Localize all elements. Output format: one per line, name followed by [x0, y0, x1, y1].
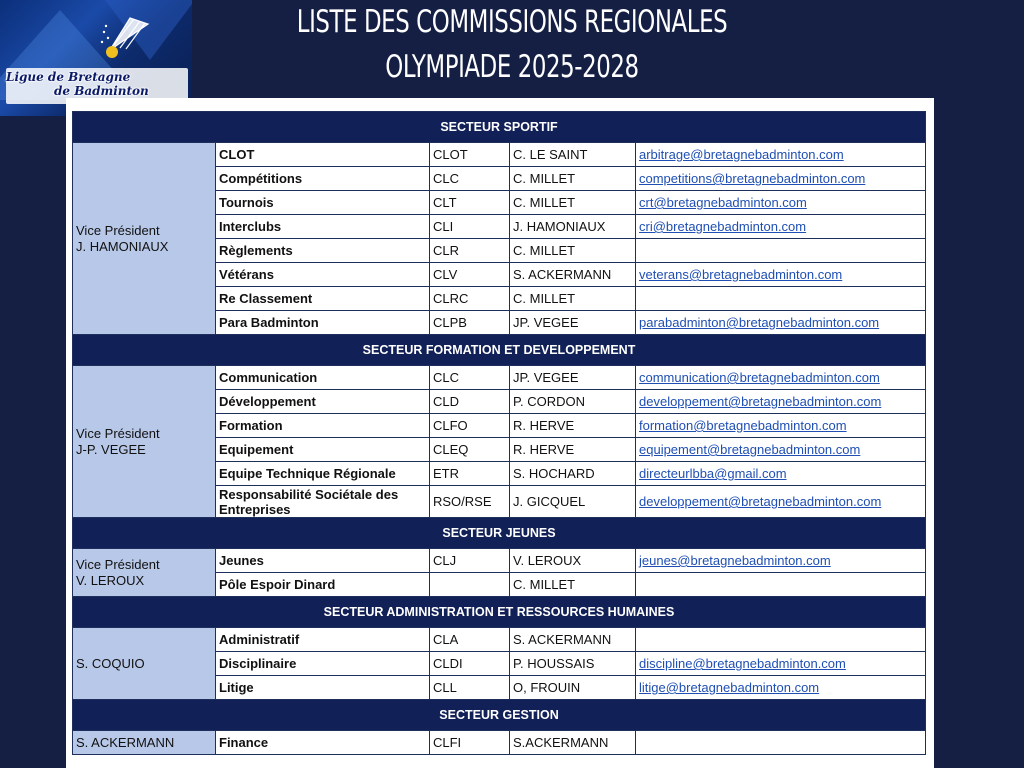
- sector-lead-line: J-P. VEGEE: [76, 441, 146, 457]
- commission-name: Finance: [216, 731, 430, 755]
- commission-name: Tournois: [216, 191, 430, 215]
- commissions-table: [72, 111, 926, 755]
- commission-responsible: C. MILLET: [510, 191, 636, 215]
- commission-email-cell: [636, 143, 926, 167]
- commission-responsible: JP. VEGEE: [510, 366, 636, 390]
- commission-email-cell: [636, 263, 926, 287]
- logo-text: [6, 70, 190, 98]
- commission-name: Responsabilité Sociétale des Entreprises: [216, 486, 430, 518]
- sector-title: SECTEUR FORMATION ET DEVELOPPEMENT: [73, 335, 926, 366]
- email-link[interactable]: discipline@bretagnebadminton.com: [639, 656, 846, 671]
- commission-responsible: C. MILLET: [510, 167, 636, 191]
- title-line-1: LISTE DES COMMISSIONS REGIONALES: [296, 4, 728, 40]
- email-link[interactable]: communication@bretagnebadminton.com: [639, 370, 880, 385]
- sector-lead-line: Vice Président: [76, 556, 160, 572]
- commission-name: Compétitions: [216, 167, 430, 191]
- commission-name: Equipe Technique Régionale: [216, 462, 430, 486]
- email-link[interactable]: litige@bretagnebadminton.com: [639, 680, 820, 695]
- commission-name: Administratif: [216, 628, 430, 652]
- commission-responsible: J. GICQUEL: [510, 486, 636, 518]
- commission-responsible: C. MILLET: [510, 287, 636, 311]
- sector-lead-line: S. COQUIO: [76, 655, 145, 671]
- commission-name: Communication: [216, 366, 430, 390]
- commission-name: Vétérans: [216, 263, 430, 287]
- sector-title: SECTEUR JEUNES: [73, 518, 926, 549]
- commission-responsible: S. ACKERMANN: [510, 263, 636, 287]
- commission-name: Equipement: [216, 438, 430, 462]
- email-link[interactable]: veterans@bretagnebadminton.com: [639, 267, 843, 282]
- commission-name: Disciplinaire: [216, 652, 430, 676]
- commission-code: RSO/RSE: [430, 486, 510, 518]
- commission-code: CLT: [430, 191, 510, 215]
- commission-name: Para Badminton: [216, 311, 430, 335]
- commission-name: Règlements: [216, 239, 430, 263]
- commission-code: CLFI: [430, 731, 510, 755]
- commission-code: CLJ: [430, 549, 510, 573]
- commission-name: Pôle Espoir Dinard: [216, 573, 430, 597]
- commission-responsible: S. HOCHARD: [510, 462, 636, 486]
- commission-email-cell: [636, 167, 926, 191]
- commission-email-cell: [636, 652, 926, 676]
- email-link[interactable]: developpement@bretagnebadminton.com: [639, 394, 882, 409]
- commission-code: CLL: [430, 676, 510, 700]
- commission-code: CLOT: [430, 143, 510, 167]
- sector-lead: [73, 366, 216, 518]
- commission-code: CLPB: [430, 311, 510, 335]
- commission-responsible: O, FROUIN: [510, 676, 636, 700]
- commission-email-cell: [636, 191, 926, 215]
- commission-row: [73, 628, 926, 652]
- commission-email-cell: [636, 628, 926, 652]
- commission-name: Développement: [216, 390, 430, 414]
- commission-responsible: V. LEROUX: [510, 549, 636, 573]
- sector-lead: [73, 549, 216, 597]
- logo-line-1: Ligue de Bretagne: [6, 70, 131, 84]
- commission-row: [73, 731, 926, 755]
- email-link[interactable]: parabadminton@bretagnebadminton.com: [639, 315, 880, 330]
- commission-name: Formation: [216, 414, 430, 438]
- commission-code: [430, 573, 510, 597]
- commission-email-cell: [636, 676, 926, 700]
- sector-header-row: [73, 112, 926, 143]
- email-link[interactable]: competitions@bretagnebadminton.com: [639, 171, 866, 186]
- title-line-2: OLYMPIADE 2025-2028: [385, 49, 639, 85]
- email-link[interactable]: jeunes@bretagnebadminton.com: [639, 553, 831, 568]
- sector-header-row: [73, 518, 926, 549]
- commission-responsible: P. CORDON: [510, 390, 636, 414]
- commission-responsible: C. LE SAINT: [510, 143, 636, 167]
- logo-line-2: de Badminton: [54, 84, 149, 98]
- email-link[interactable]: formation@bretagnebadminton.com: [639, 418, 847, 433]
- email-link[interactable]: arbitrage@bretagnebadminton.com: [639, 147, 844, 162]
- commission-name: Litige: [216, 676, 430, 700]
- email-link[interactable]: developpement@bretagnebadminton.com: [639, 494, 882, 509]
- page-title: [200, 0, 824, 90]
- commission-code: ETR: [430, 462, 510, 486]
- commission-responsible: R. HERVE: [510, 438, 636, 462]
- commission-responsible: S. ACKERMANN: [510, 628, 636, 652]
- commission-name: Re Classement: [216, 287, 430, 311]
- commission-email-cell: [636, 462, 926, 486]
- commission-code: CLC: [430, 167, 510, 191]
- commission-code: CLI: [430, 215, 510, 239]
- commission-email-cell: [636, 390, 926, 414]
- sector-lead: [73, 143, 216, 335]
- commission-responsible: P. HOUSSAIS: [510, 652, 636, 676]
- commission-row: [73, 549, 926, 573]
- commission-email-cell: [636, 215, 926, 239]
- commission-email-cell: [636, 239, 926, 263]
- commission-email-cell: [636, 311, 926, 335]
- commission-responsible: C. MILLET: [510, 239, 636, 263]
- sector-lead-line: S. ACKERMANN: [76, 734, 175, 750]
- email-link[interactable]: directeurlbba@gmail.com: [639, 466, 787, 481]
- sector-lead-line: V. LEROUX: [76, 572, 145, 588]
- commission-name: Interclubs: [216, 215, 430, 239]
- commission-code: CLA: [430, 628, 510, 652]
- commission-email-cell: [636, 549, 926, 573]
- commission-code: CLEQ: [430, 438, 510, 462]
- sector-title: SECTEUR GESTION: [73, 700, 926, 731]
- commission-email-cell: [636, 731, 926, 755]
- sector-title: SECTEUR SPORTIF: [73, 112, 926, 143]
- shuttlecock-icon: [100, 12, 160, 62]
- sector-title: SECTEUR ADMINISTRATION ET RESSOURCES HUMAINES: [73, 597, 926, 628]
- sector-lead: [73, 628, 216, 700]
- commission-code: CLC: [430, 366, 510, 390]
- email-link[interactable]: crt@bretagnebadminton.com: [639, 195, 807, 210]
- commissions-document: [66, 98, 934, 768]
- commission-email-cell: [636, 287, 926, 311]
- email-link[interactable]: equipement@bretagnebadminton.com: [639, 442, 861, 457]
- commission-row: [73, 366, 926, 390]
- sector-lead-line: Vice Président: [76, 222, 160, 238]
- sector-lead-line: Vice Président: [76, 425, 160, 441]
- commission-responsible: JP. VEGEE: [510, 311, 636, 335]
- commission-responsible: S.ACKERMANN: [510, 731, 636, 755]
- commission-email-cell: [636, 438, 926, 462]
- commission-responsible: J. HAMONIAUX: [510, 215, 636, 239]
- commission-code: CLD: [430, 390, 510, 414]
- email-link[interactable]: cri@bretagnebadminton.com: [639, 219, 807, 234]
- commission-email-cell: [636, 573, 926, 597]
- sector-lead: [73, 731, 216, 755]
- commission-code: CLFO: [430, 414, 510, 438]
- commission-name: Jeunes: [216, 549, 430, 573]
- sector-header-row: [73, 700, 926, 731]
- commission-name: CLOT: [216, 143, 430, 167]
- commission-code: CLDI: [430, 652, 510, 676]
- commission-code: CLV: [430, 263, 510, 287]
- sector-header-row: [73, 335, 926, 366]
- commission-responsible: R. HERVE: [510, 414, 636, 438]
- sector-lead-line: J. HAMONIAUX: [76, 238, 169, 254]
- commission-email-cell: [636, 486, 926, 518]
- commission-responsible: C. MILLET: [510, 573, 636, 597]
- commission-email-cell: [636, 414, 926, 438]
- commission-code: CLRC: [430, 287, 510, 311]
- commission-code: CLR: [430, 239, 510, 263]
- sector-header-row: [73, 597, 926, 628]
- commission-row: [73, 143, 926, 167]
- commission-email-cell: [636, 366, 926, 390]
